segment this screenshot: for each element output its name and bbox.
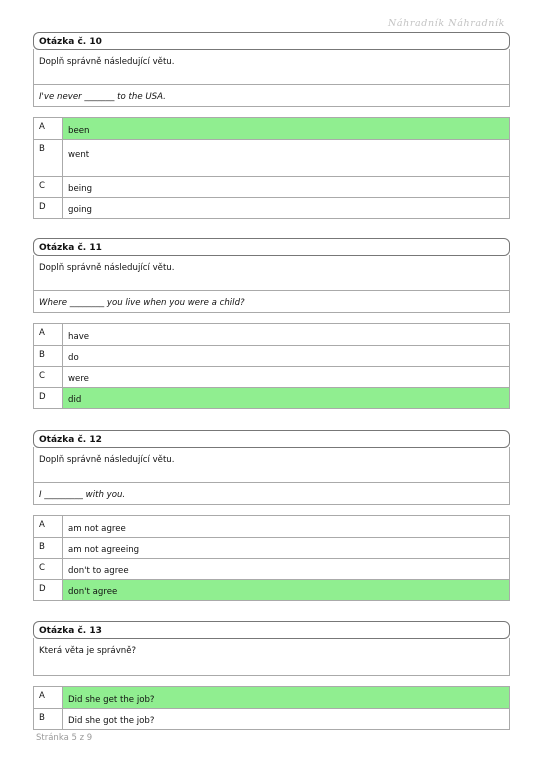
question-title: Otázka č. 10	[33, 32, 510, 50]
option-d[interactable]	[34, 197, 509, 218]
option-letter: D	[34, 388, 63, 408]
option-letter: A	[34, 516, 63, 537]
question-body	[33, 49, 510, 107]
question-sentence: I _________ with you.	[39, 490, 126, 500]
question-12	[33, 430, 510, 505]
option-a[interactable]	[34, 516, 509, 537]
option-text: Did she get the job?	[63, 687, 509, 708]
option-c[interactable]	[34, 366, 509, 387]
question-instruction: Která věta je správně?	[39, 646, 137, 656]
option-text: don't to agree	[68, 566, 129, 576]
options-10	[33, 117, 510, 219]
option-letter: B	[34, 346, 63, 366]
question-instruction: Doplň správně následující větu.	[34, 447, 509, 483]
options-13	[33, 686, 510, 730]
option-text: did	[63, 388, 509, 408]
option-letter: B	[34, 538, 63, 558]
option-text: going	[68, 205, 93, 215]
option-text: am not agree	[68, 524, 126, 534]
option-text: Did she got the job?	[68, 716, 155, 726]
option-letter: A	[34, 687, 63, 708]
question-instruction: Doplň správně následující větu.	[34, 49, 509, 85]
question-sentence: Where ________ you live when you were a child?	[39, 298, 245, 308]
option-d[interactable]	[34, 387, 509, 408]
option-letter: A	[34, 118, 63, 139]
option-b[interactable]	[34, 708, 509, 729]
option-letter: D	[34, 580, 63, 600]
option-text: were	[68, 374, 89, 384]
option-c[interactable]	[34, 176, 509, 197]
question-body	[33, 638, 510, 676]
question-10	[33, 32, 510, 107]
option-text: have	[68, 332, 90, 342]
option-text: do	[68, 353, 79, 363]
option-b[interactable]	[34, 537, 509, 558]
question-title: Otázka č. 11	[33, 238, 510, 256]
option-text: being	[68, 184, 93, 194]
question-sentence: I've never _______ to the USA.	[39, 92, 166, 102]
options-12	[33, 515, 510, 601]
option-text: am not agreeing	[68, 545, 140, 555]
question-11	[33, 238, 510, 313]
option-text: don't agree	[63, 580, 509, 600]
question-body	[33, 447, 510, 505]
option-text: went	[68, 150, 90, 160]
option-text: been	[63, 118, 509, 139]
option-c[interactable]	[34, 558, 509, 579]
question-body	[33, 255, 510, 313]
option-letter: B	[34, 140, 63, 176]
option-letter: C	[34, 177, 63, 197]
option-a[interactable]	[34, 324, 509, 345]
option-d[interactable]	[34, 579, 509, 600]
option-letter: D	[34, 198, 63, 218]
option-letter: C	[34, 559, 63, 579]
option-a[interactable]	[34, 118, 509, 139]
question-title: Otázka č. 13	[33, 621, 510, 639]
option-a[interactable]	[34, 687, 509, 708]
option-b[interactable]	[34, 345, 509, 366]
question-title: Otázka č. 12	[33, 430, 510, 448]
watermark: Náhradník Náhradník	[387, 18, 505, 29]
option-letter: B	[34, 709, 63, 729]
page-footer: Stránka 5 z 9	[36, 733, 93, 743]
option-letter: C	[34, 367, 63, 387]
question-instruction: Doplň správně následující větu.	[34, 255, 509, 291]
question-13	[33, 621, 510, 676]
option-b[interactable]	[34, 139, 509, 176]
options-11	[33, 323, 510, 409]
option-letter: A	[34, 324, 63, 345]
